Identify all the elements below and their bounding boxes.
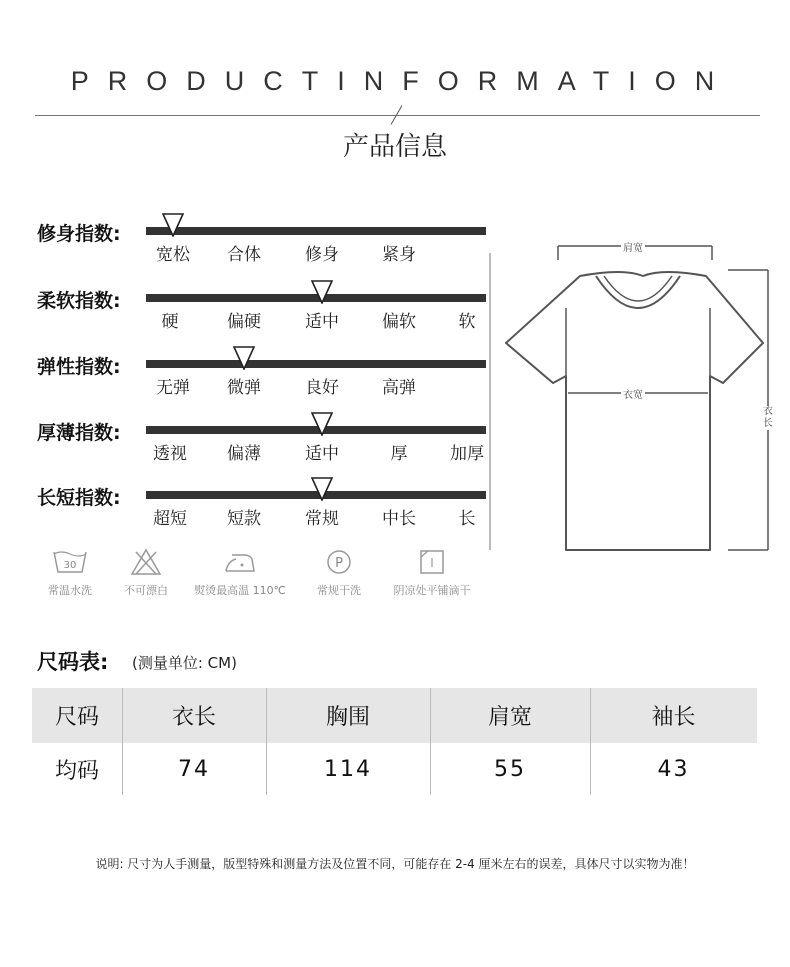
- index-option: 软: [458, 312, 476, 332]
- index-option: 紧身: [382, 245, 416, 265]
- column-divider: [122, 688, 123, 795]
- index-marker-icon: [311, 477, 333, 501]
- index-label: 弹性指数:: [37, 356, 121, 378]
- index-option: 厚: [390, 444, 408, 464]
- index-option: 修身: [305, 245, 339, 265]
- size-value: 均码: [54, 758, 99, 784]
- care-label: 熨烫最高温 110℃: [194, 584, 286, 597]
- chest-value: 114: [324, 756, 372, 782]
- header-chest: 胸围: [325, 705, 370, 730]
- index-option: 加厚: [450, 444, 484, 464]
- sleeve-value: 43: [657, 756, 690, 782]
- iron-icon: [220, 545, 260, 579]
- shade-dry-icon: [412, 545, 452, 579]
- index-option: 常规: [305, 509, 339, 529]
- wash-30-icon: [50, 545, 90, 579]
- chest-width-label: 衣宽: [621, 386, 645, 401]
- product-information-subtitle: 产品信息: [342, 132, 447, 162]
- index-option: 偏软: [382, 312, 416, 332]
- size-table-unit: (测量单位: CM): [132, 654, 237, 672]
- index-option: 无弹: [156, 378, 190, 398]
- index-marker-icon: [311, 412, 333, 436]
- length-value: 74: [178, 756, 210, 782]
- header-divider: [35, 115, 760, 116]
- garment-length-label: 衣长: [760, 406, 776, 430]
- index-option: 短款: [227, 509, 261, 529]
- index-option: 硬: [161, 312, 179, 332]
- index-marker-icon: [233, 346, 255, 370]
- header-size: 尺码: [54, 705, 99, 730]
- index-option: 高弹: [382, 378, 416, 398]
- shoulder-value: 55: [494, 756, 526, 782]
- index-option: 中长: [382, 509, 416, 529]
- index-scale-bar: [146, 360, 486, 368]
- index-option: 适中: [305, 444, 339, 464]
- size-table-heading: 尺码表:: [37, 650, 109, 674]
- index-marker-icon: [162, 213, 184, 237]
- header-shoulder: 肩宽: [487, 705, 532, 730]
- index-marker-icon: [311, 280, 333, 304]
- tshirt-measurement-diagram: [488, 228, 788, 558]
- column-divider: [590, 688, 591, 795]
- index-label: 长短指数:: [37, 487, 121, 509]
- svg-text:P: P: [335, 556, 343, 571]
- index-option: 良好: [305, 378, 339, 398]
- column-divider: [266, 688, 267, 795]
- index-label: 柔软指数:: [37, 290, 121, 312]
- care-label: 常温水洗: [48, 584, 92, 597]
- care-label: 常规干洗: [317, 584, 361, 597]
- size-table-header-row: [32, 688, 757, 743]
- index-option: 偏硬: [227, 312, 261, 332]
- index-option: 宽松: [156, 245, 190, 265]
- index-option: 偏薄: [227, 444, 261, 464]
- care-label: 阴凉处平铺滴干: [393, 584, 471, 597]
- svg-text:30: 30: [63, 560, 77, 571]
- header-length: 衣长: [171, 705, 216, 730]
- index-option: 合体: [227, 245, 261, 265]
- measurement-note: 说明: 尺寸为人手测量，版型特殊和测量方法及位置不同，可能存在 2-4 厘米左右的误差，具体尺寸以实物为准！: [95, 857, 695, 871]
- index-option: 透视: [153, 444, 187, 464]
- index-option: 适中: [305, 312, 339, 332]
- product-information-title: PRODUCTINFORMATION: [70, 66, 734, 96]
- index-option: 微弹: [227, 378, 261, 398]
- index-scale-bar: [146, 227, 486, 235]
- index-label: 厚薄指数:: [37, 422, 121, 444]
- column-divider: [430, 688, 431, 795]
- index-option: 长: [458, 509, 476, 529]
- shoulder-width-label: 肩宽: [621, 239, 645, 254]
- index-label: 修身指数:: [37, 223, 121, 245]
- no-bleach-icon: [126, 545, 166, 579]
- dry-clean-icon: [319, 545, 359, 579]
- care-label: 不可漂白: [124, 584, 168, 597]
- table-row: [32, 743, 757, 795]
- index-option: 超短: [153, 509, 187, 529]
- header-sleeve: 袖长: [651, 705, 696, 730]
